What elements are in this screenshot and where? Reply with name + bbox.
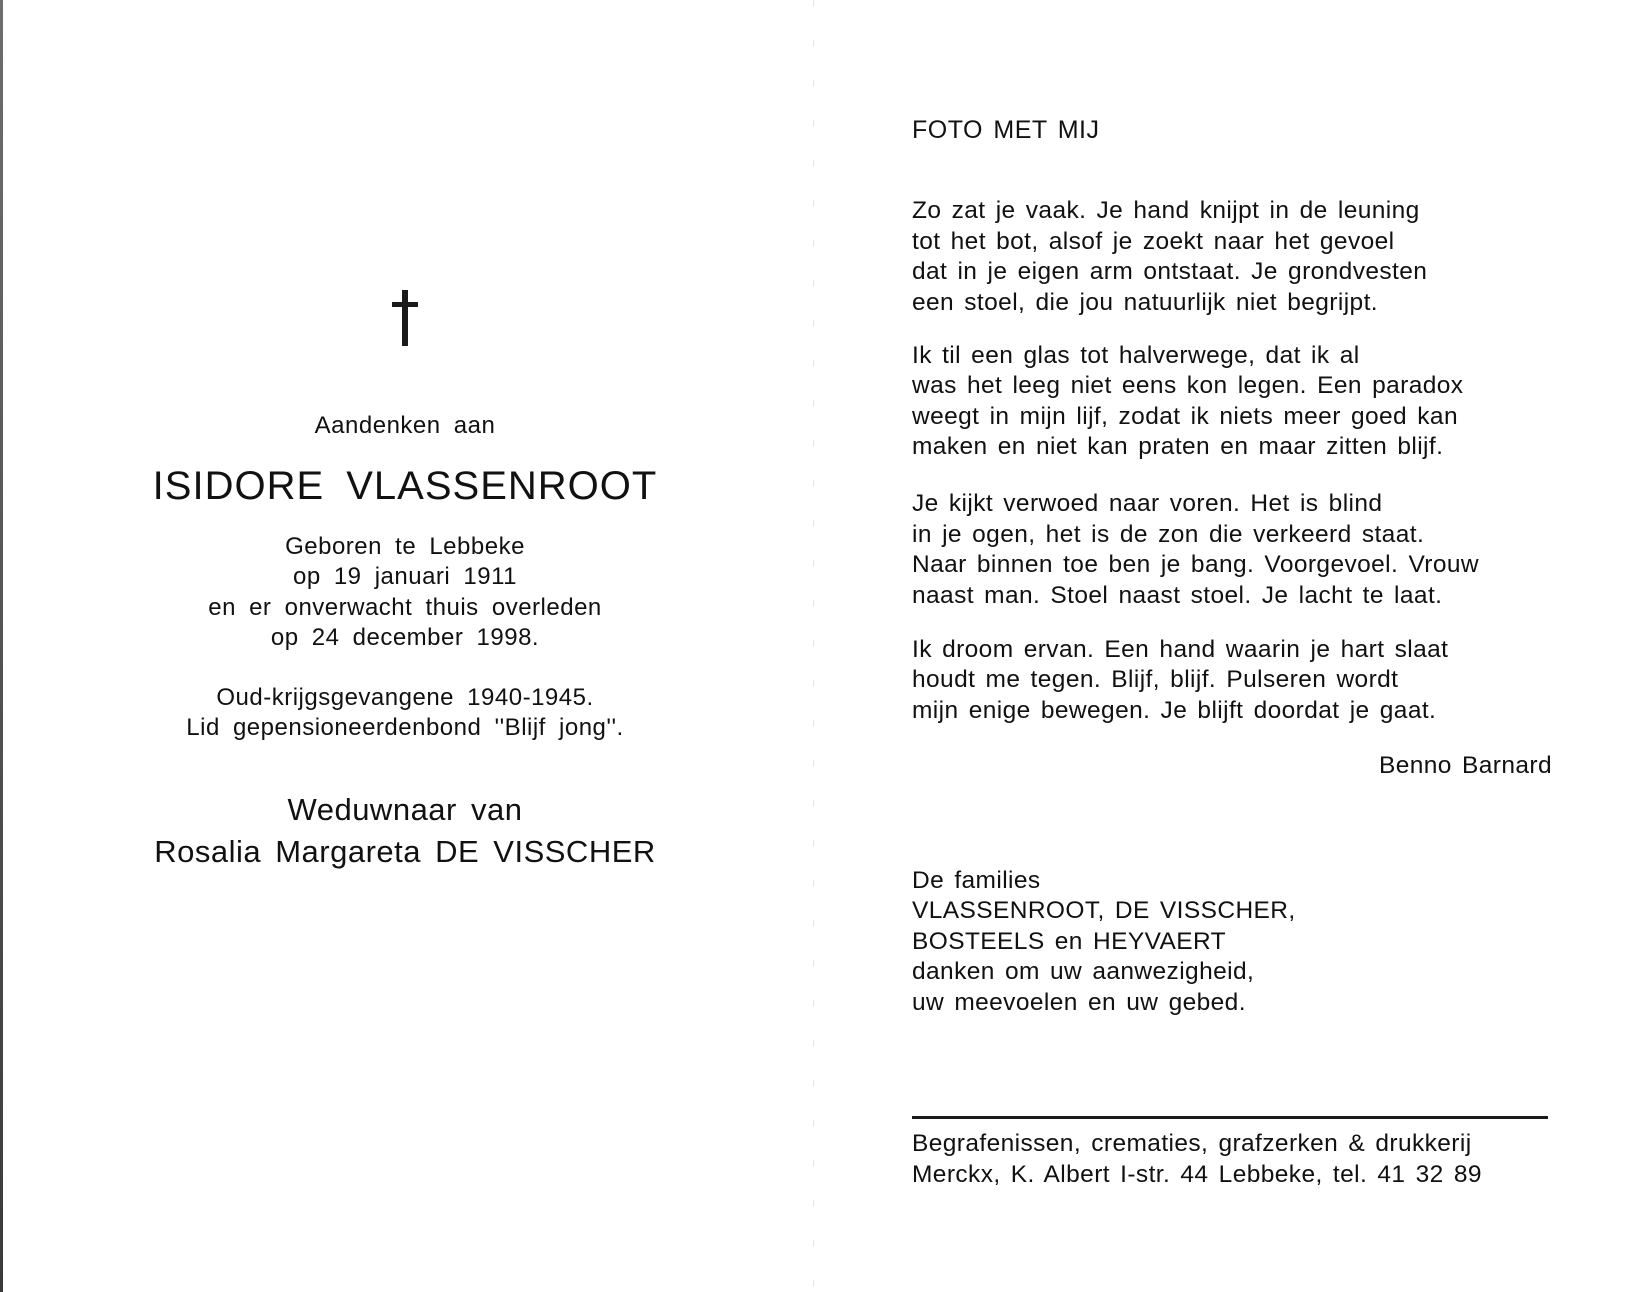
cross-icon	[392, 290, 418, 346]
poem-line: houdt me tegen. Blijf, blijf. Pulseren wordt	[912, 666, 1399, 693]
birth-place: Geboren te Lebbeke	[285, 533, 525, 560]
thanks-line: uw meevoelen en uw gebed.	[912, 989, 1246, 1016]
deceased-name: ISIDORE VLASSENROOT	[152, 464, 658, 508]
poem-line: maken en niet kan praten en maar zitten blijf.	[912, 433, 1444, 460]
printer-line: Begrafenissen, crematies, grafzerken & drukkerij	[912, 1130, 1472, 1157]
poem-line: dat in je eigen arm ontstaat. Je grondvesten	[912, 258, 1428, 285]
death-circumstance: en er onverwacht thuis overleden	[208, 594, 602, 621]
memorial-intro: Aandenken aan	[314, 412, 496, 439]
poem-line: een stoel, die jou natuurlijk niet begrijpt.	[912, 289, 1378, 316]
poem-line: Je kijkt verwoed naar voren. Het is blind	[912, 490, 1383, 517]
thanks-line: BOSTEELS en HEYVAERT	[912, 928, 1227, 955]
card-left-page	[120, 0, 690, 1292]
spouse-name: Rosalia Margareta DE VISSCHER	[154, 834, 656, 869]
poem-line: mijn enige bewegen. Je blijft doordat je gaat.	[912, 697, 1437, 724]
thanks-line: VLASSENROOT, DE VISSCHER,	[912, 897, 1296, 924]
divider-rule	[912, 1116, 1548, 1119]
poem-author: Benno Barnard	[1378, 752, 1552, 779]
card-fold-line	[813, 0, 814, 1292]
poem-line: weegt in mijn lijf, zodat ik niets meer goed kan	[912, 403, 1458, 430]
poem-line: was het leeg niet eens kon legen. Een paradox	[912, 372, 1464, 399]
card-right-page	[912, 0, 1552, 1292]
pow-note: Oud-krijgsgevangene 1940-1945.	[216, 684, 594, 711]
scan-edge	[0, 0, 3, 1292]
poem-line: naast man. Stoel naast stoel. Je lacht te laat.	[912, 582, 1443, 609]
thanks-line: danken om uw aanwezigheid,	[912, 958, 1255, 985]
birth-date: op 19 januari 1911	[292, 563, 518, 590]
poem-line: Ik til een glas tot halverwege, dat ik al	[912, 342, 1360, 369]
printer-line: Merckx, K. Albert I-str. 44 Lebbeke, tel. 41 32 89	[912, 1161, 1482, 1188]
membership-note: Lid gepensioneerdenbond ''Blijf jong''.	[186, 714, 624, 741]
poem-line: tot het bot, alsof je zoekt naar het gevoel	[912, 228, 1395, 255]
widower-label: Weduwnaar van	[287, 792, 523, 827]
thanks-line: De families	[912, 867, 1041, 894]
poem-title: FOTO MET MIJ	[912, 116, 1100, 144]
poem-line: Zo zat je vaak. Je hand knijpt in de leuning	[912, 197, 1420, 224]
poem-line: in je ogen, het is de zon die verkeerd staat.	[912, 521, 1425, 548]
poem-line: Naar binnen toe ben je bang. Voorgevoel. Vrouw	[912, 551, 1479, 578]
poem-line: Ik droom ervan. Een hand waarin je hart slaat	[912, 636, 1449, 663]
death-date: op 24 december 1998.	[270, 624, 540, 651]
